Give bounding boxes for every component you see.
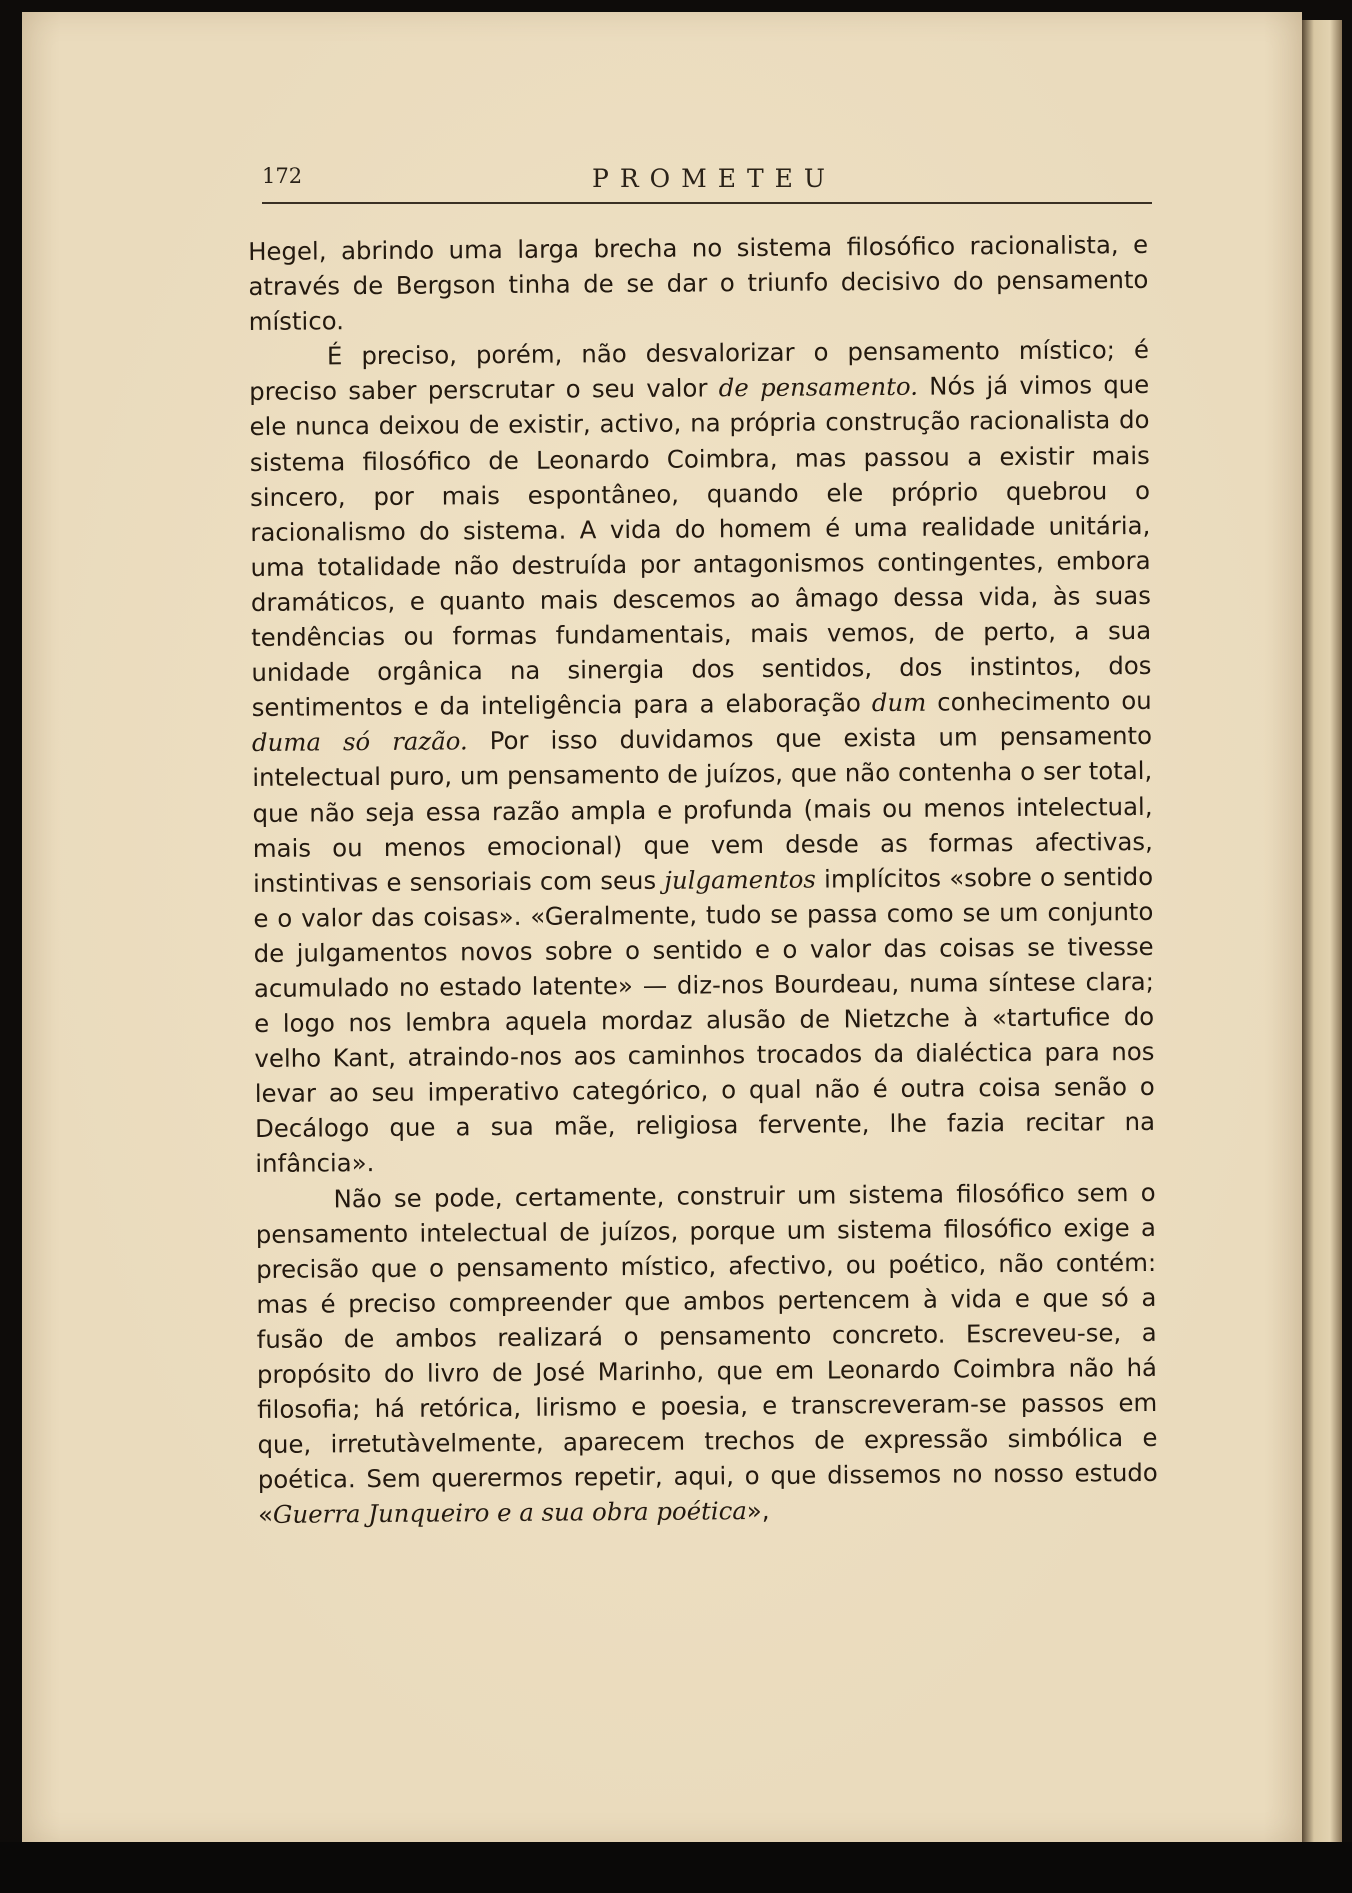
text-segment: »,: [746, 1496, 770, 1526]
page-number: 172: [262, 164, 303, 188]
running-title: PROMETEU: [592, 164, 836, 193]
text-segment: Hegel, abrindo uma larga brecha no sistema filosófico racionalista, e através de Bergson tinha de se dar o triunfo decisivo do pensamento místico.: [248, 229, 1149, 337]
text-segment: Não se pode, certamente, construir um sistema filosófico sem o pensamento intelectual de juízos, porque um sistema filosófico exige a precisão que o pensamento místico, afectivo, ou poético, não contém: mas é preciso compreender que ambos pertencem à vida e que só a fusão de ambos realizará o pensamento concreto. Escreveu-se, a propósito do livro de José Marinho, que em Leonardo Coimbra não há filosofia; há retórica, lirismo e poesia, e transcreveram-se passos em que, irretutàvelmente, aparecem trechos de expressão simbólica e poética. Sem querermos repetir, aqui, o que dissemos no nosso estudo «: [255, 1177, 1158, 1530]
paragraph-1: [248, 227, 1149, 339]
header-rule: [262, 202, 1152, 204]
italic-segment: Guerra Junqueiro e a sua obra poética: [272, 1496, 747, 1530]
text-segment: implícitos «sobre o sentido e o valor das coisas». «Geralmente, tudo se passa como se um conjunto de julgamentos novos sobre o sentido e o valor das coisas se tivesse acumulado no estado latente» — diz-nos Bourdeau, numa síntese clara; e logo nos lembra aquela mordaz alusão de Nietzche à «tartufice do velho Kant, atraindo-nos aos caminhos trocados da dialéctica para nos levar ao seu imperativo categórico, o qual não é outra coisa senão o Decálogo que a sua mãe, religiosa fervente, lhe fazia recitar na infância».: [253, 861, 1156, 1179]
text-segment: Nós já vimos que ele nunca deixou de existir, activo, na própria construção racionalista do sistema filosófico de Leonardo Coimbra, mas passou a existir mais sincero, por mais espontâneo, quando ele próprio quebrou o racionalismo do sistema. A vida do homem é uma realidade unitária, uma totalidade não destruída por antagonismos contingentes, embora dramáticos, e quanto mais descemos ao âmago dessa vida, às suas tendências ou formas fundamentais, mais vemos, de perto, a sua unidade orgânica na sinergia dos sentidos, dos instintos, dos sentimentos e da inteligência para a elaboração: [249, 370, 1152, 723]
italic-segment: julgamentos: [664, 864, 816, 895]
paragraph-3: [255, 1174, 1158, 1532]
page-header: [262, 150, 1152, 204]
text-segment: É preciso, porém, não desvalorizar o pensamento místico; é preciso saber perscrutar o seu valor: [249, 335, 1150, 407]
italic-segment: dum: [871, 687, 927, 718]
body-text: [248, 227, 1158, 1532]
text-segment: conhecimento ou: [926, 686, 1152, 717]
italic-segment: duma só razão.: [251, 726, 468, 758]
next-page-edge: [1302, 20, 1342, 1850]
text-segment: Por isso duvidamos que exista um pensamento intelectual puro, um pensamento de juízos, que não contenha o ser total, que não seja essa razão ampla e profunda (mais ou menos intelectual, mais ou menos emocional) que vem desde as formas afectivas, instintivas e sensoriais com seus: [252, 721, 1153, 898]
paragraph-2: [249, 332, 1156, 1181]
italic-segment: de pensamento.: [718, 372, 919, 403]
scan-background: [0, 1842, 1352, 1893]
